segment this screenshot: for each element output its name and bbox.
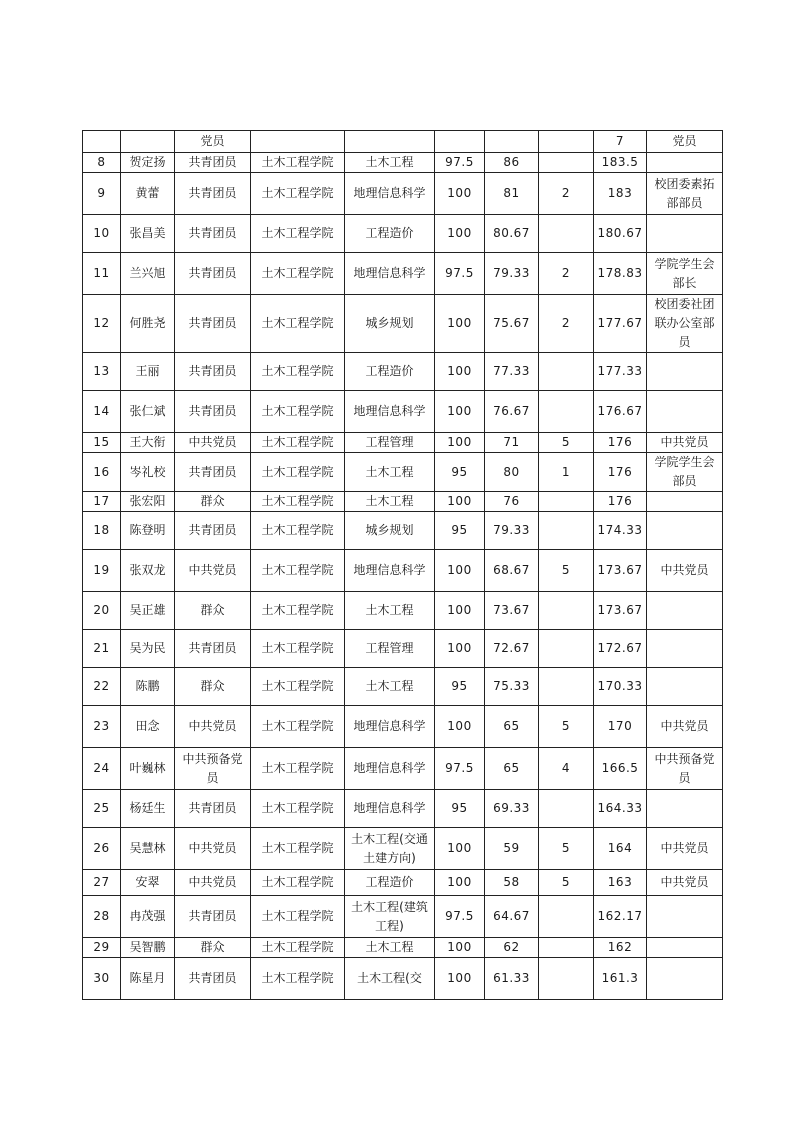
total-score-cell: 177.33 xyxy=(594,353,647,391)
remark-cell xyxy=(647,153,723,173)
score-1-cell: 97.5 xyxy=(435,153,485,173)
score-1-cell xyxy=(435,131,485,153)
college-cell: 土木工程学院 xyxy=(251,215,345,253)
score-2-cell: 71 xyxy=(485,433,539,453)
political-status-cell: 中共党员 xyxy=(175,433,251,453)
college-cell: 土木工程学院 xyxy=(251,295,345,353)
major-cell: 土木工程(建筑工程) xyxy=(345,896,435,938)
table-row xyxy=(83,828,723,870)
college-cell: 土木工程学院 xyxy=(251,828,345,870)
bonus-score-cell: 5 xyxy=(539,433,594,453)
table-row xyxy=(83,153,723,173)
political-status-cell: 共青团员 xyxy=(175,512,251,550)
bonus-score-cell: 2 xyxy=(539,173,594,215)
student-name-cell: 张昌美 xyxy=(121,215,175,253)
row-number-cell: 29 xyxy=(83,938,121,958)
row-number-cell: 24 xyxy=(83,748,121,790)
score-1-cell: 97.5 xyxy=(435,253,485,295)
total-score-cell: 183 xyxy=(594,173,647,215)
table-row xyxy=(83,131,723,153)
table-row xyxy=(83,896,723,938)
political-status-cell: 共青团员 xyxy=(175,173,251,215)
table-row xyxy=(83,433,723,453)
political-status-cell: 共青团员 xyxy=(175,295,251,353)
score-2-cell: 75.67 xyxy=(485,295,539,353)
score-1-cell: 97.5 xyxy=(435,896,485,938)
table-row xyxy=(83,512,723,550)
row-number-cell: 27 xyxy=(83,870,121,896)
row-number-cell: 20 xyxy=(83,592,121,630)
bonus-score-cell xyxy=(539,790,594,828)
major-cell: 土木工程 xyxy=(345,938,435,958)
total-score-cell: 172.67 xyxy=(594,630,647,668)
bonus-score-cell: 5 xyxy=(539,870,594,896)
student-name-cell: 张仁斌 xyxy=(121,391,175,433)
row-number-cell xyxy=(83,131,121,153)
major-cell: 地理信息科学 xyxy=(345,391,435,433)
student-name-cell: 冉茂强 xyxy=(121,896,175,938)
total-score-cell: 162.17 xyxy=(594,896,647,938)
total-score-cell: 166.5 xyxy=(594,748,647,790)
score-2-cell: 58 xyxy=(485,870,539,896)
score-2-cell: 76.67 xyxy=(485,391,539,433)
total-score-cell: 176 xyxy=(594,492,647,512)
table-row xyxy=(83,492,723,512)
remark-cell: 中共党员 xyxy=(647,433,723,453)
table-row xyxy=(83,215,723,253)
remark-cell: 党员 xyxy=(647,131,723,153)
total-score-cell: 180.67 xyxy=(594,215,647,253)
score-1-cell: 100 xyxy=(435,353,485,391)
total-score-cell: 163 xyxy=(594,870,647,896)
major-cell: 工程造价 xyxy=(345,870,435,896)
remark-cell: 中共党员 xyxy=(647,870,723,896)
score-2-cell: 79.33 xyxy=(485,253,539,295)
political-status-cell: 中共党员 xyxy=(175,550,251,592)
political-status-cell: 共青团员 xyxy=(175,391,251,433)
score-1-cell: 100 xyxy=(435,391,485,433)
major-cell xyxy=(345,131,435,153)
bonus-score-cell: 5 xyxy=(539,706,594,748)
student-name-cell: 黄蕾 xyxy=(121,173,175,215)
score-2-cell: 75.33 xyxy=(485,668,539,706)
college-cell: 土木工程学院 xyxy=(251,433,345,453)
table-row xyxy=(83,748,723,790)
major-cell: 城乡规划 xyxy=(345,512,435,550)
score-1-cell: 100 xyxy=(435,592,485,630)
remark-cell xyxy=(647,353,723,391)
major-cell: 地理信息科学 xyxy=(345,706,435,748)
total-score-cell: 176.67 xyxy=(594,391,647,433)
table-row xyxy=(83,173,723,215)
political-status-cell: 共青团员 xyxy=(175,790,251,828)
college-cell: 土木工程学院 xyxy=(251,958,345,1000)
student-name-cell: 兰兴旭 xyxy=(121,253,175,295)
score-2-cell: 80 xyxy=(485,453,539,492)
total-score-cell: 183.5 xyxy=(594,153,647,173)
bonus-score-cell xyxy=(539,938,594,958)
table-row xyxy=(83,630,723,668)
score-2-cell: 81 xyxy=(485,173,539,215)
student-name-cell: 叶巍林 xyxy=(121,748,175,790)
student-name-cell: 贺定扬 xyxy=(121,153,175,173)
score-1-cell: 100 xyxy=(435,828,485,870)
major-cell: 地理信息科学 xyxy=(345,253,435,295)
bonus-score-cell: 5 xyxy=(539,828,594,870)
college-cell: 土木工程学院 xyxy=(251,668,345,706)
bonus-score-cell: 1 xyxy=(539,453,594,492)
political-status-cell: 共青团员 xyxy=(175,453,251,492)
row-number-cell: 23 xyxy=(83,706,121,748)
remark-cell: 中共党员 xyxy=(647,828,723,870)
table-row xyxy=(83,453,723,492)
student-name-cell: 岑礼校 xyxy=(121,453,175,492)
political-status-cell: 共青团员 xyxy=(175,958,251,1000)
major-cell: 土木工程(交通土建方向) xyxy=(345,828,435,870)
bonus-score-cell xyxy=(539,896,594,938)
bonus-score-cell xyxy=(539,215,594,253)
remark-cell: 学院学生会部长 xyxy=(647,253,723,295)
major-cell: 工程管理 xyxy=(345,630,435,668)
remark-cell xyxy=(647,958,723,1000)
major-cell: 土木工程 xyxy=(345,453,435,492)
major-cell: 工程管理 xyxy=(345,433,435,453)
row-number-cell: 15 xyxy=(83,433,121,453)
row-number-cell: 8 xyxy=(83,153,121,173)
score-2-cell: 86 xyxy=(485,153,539,173)
remark-cell: 校团委社团联办公室部员 xyxy=(647,295,723,353)
row-number-cell: 12 xyxy=(83,295,121,353)
college-cell: 土木工程学院 xyxy=(251,512,345,550)
political-status-cell: 共青团员 xyxy=(175,215,251,253)
score-2-cell: 59 xyxy=(485,828,539,870)
major-cell: 地理信息科学 xyxy=(345,550,435,592)
student-name-cell: 田念 xyxy=(121,706,175,748)
score-2-cell: 61.33 xyxy=(485,958,539,1000)
score-1-cell: 100 xyxy=(435,173,485,215)
score-2-cell: 62 xyxy=(485,938,539,958)
major-cell: 地理信息科学 xyxy=(345,790,435,828)
college-cell: 土木工程学院 xyxy=(251,453,345,492)
score-2-cell: 77.33 xyxy=(485,353,539,391)
bonus-score-cell: 2 xyxy=(539,253,594,295)
score-2-cell: 68.67 xyxy=(485,550,539,592)
student-name-cell: 吴为民 xyxy=(121,630,175,668)
score-1-cell: 100 xyxy=(435,492,485,512)
row-number-cell: 30 xyxy=(83,958,121,1000)
table-row xyxy=(83,295,723,353)
major-cell: 土木工程 xyxy=(345,592,435,630)
student-name-cell xyxy=(121,131,175,153)
political-status-cell: 群众 xyxy=(175,592,251,630)
table-row xyxy=(83,790,723,828)
political-status-cell: 中共党员 xyxy=(175,828,251,870)
bonus-score-cell xyxy=(539,353,594,391)
score-1-cell: 100 xyxy=(435,630,485,668)
total-score-cell: 174.33 xyxy=(594,512,647,550)
college-cell: 土木工程学院 xyxy=(251,790,345,828)
political-status-cell: 共青团员 xyxy=(175,896,251,938)
remark-cell: 学院学生会部员 xyxy=(647,453,723,492)
political-status-cell: 党员 xyxy=(175,131,251,153)
total-score-cell: 170.33 xyxy=(594,668,647,706)
college-cell: 土木工程学院 xyxy=(251,253,345,295)
student-name-cell: 陈鹏 xyxy=(121,668,175,706)
bonus-score-cell xyxy=(539,492,594,512)
total-score-cell: 161.3 xyxy=(594,958,647,1000)
table-row xyxy=(83,592,723,630)
score-1-cell: 100 xyxy=(435,870,485,896)
college-cell: 土木工程学院 xyxy=(251,870,345,896)
college-cell: 土木工程学院 xyxy=(251,938,345,958)
remark-cell xyxy=(647,391,723,433)
score-2-cell xyxy=(485,131,539,153)
table-row xyxy=(83,353,723,391)
remark-cell xyxy=(647,592,723,630)
remark-cell xyxy=(647,790,723,828)
remark-cell: 校团委素拓部部员 xyxy=(647,173,723,215)
major-cell: 土木工程(交 xyxy=(345,958,435,1000)
row-number-cell: 13 xyxy=(83,353,121,391)
major-cell: 工程造价 xyxy=(345,353,435,391)
political-status-cell: 共青团员 xyxy=(175,630,251,668)
score-1-cell: 100 xyxy=(435,433,485,453)
table-row xyxy=(83,550,723,592)
remark-cell xyxy=(647,896,723,938)
row-number-cell: 9 xyxy=(83,173,121,215)
total-score-cell: 7 xyxy=(594,131,647,153)
student-name-cell: 吴慧林 xyxy=(121,828,175,870)
total-score-cell: 173.67 xyxy=(594,592,647,630)
major-cell: 工程造价 xyxy=(345,215,435,253)
bonus-score-cell: 2 xyxy=(539,295,594,353)
row-number-cell: 14 xyxy=(83,391,121,433)
score-2-cell: 69.33 xyxy=(485,790,539,828)
political-status-cell: 中共预备党员 xyxy=(175,748,251,790)
political-status-cell: 中共党员 xyxy=(175,706,251,748)
score-1-cell: 95 xyxy=(435,790,485,828)
total-score-cell: 164 xyxy=(594,828,647,870)
political-status-cell: 共青团员 xyxy=(175,253,251,295)
student-name-cell: 安翠 xyxy=(121,870,175,896)
remark-cell xyxy=(647,492,723,512)
total-score-cell: 176 xyxy=(594,433,647,453)
student-name-cell: 张双龙 xyxy=(121,550,175,592)
row-number-cell: 26 xyxy=(83,828,121,870)
table-row xyxy=(83,391,723,433)
score-1-cell: 100 xyxy=(435,295,485,353)
score-1-cell: 95 xyxy=(435,668,485,706)
college-cell: 土木工程学院 xyxy=(251,592,345,630)
college-cell: 土木工程学院 xyxy=(251,492,345,512)
student-name-cell: 吴智鹏 xyxy=(121,938,175,958)
table-row xyxy=(83,870,723,896)
major-cell: 土木工程 xyxy=(345,668,435,706)
college-cell: 土木工程学院 xyxy=(251,173,345,215)
student-name-cell: 陈登明 xyxy=(121,512,175,550)
college-cell: 土木工程学院 xyxy=(251,353,345,391)
table-row xyxy=(83,958,723,1000)
remark-cell: 中共党员 xyxy=(647,550,723,592)
total-score-cell: 164.33 xyxy=(594,790,647,828)
remark-cell xyxy=(647,215,723,253)
row-number-cell: 21 xyxy=(83,630,121,668)
score-1-cell: 100 xyxy=(435,938,485,958)
score-1-cell: 100 xyxy=(435,215,485,253)
major-cell: 地理信息科学 xyxy=(345,748,435,790)
row-number-cell: 28 xyxy=(83,896,121,938)
row-number-cell: 11 xyxy=(83,253,121,295)
ranking-table xyxy=(82,130,723,1000)
score-2-cell: 64.67 xyxy=(485,896,539,938)
major-cell: 城乡规划 xyxy=(345,295,435,353)
bonus-score-cell xyxy=(539,153,594,173)
score-1-cell: 95 xyxy=(435,512,485,550)
total-score-cell: 162 xyxy=(594,938,647,958)
student-name-cell: 陈星月 xyxy=(121,958,175,1000)
row-number-cell: 18 xyxy=(83,512,121,550)
major-cell: 土木工程 xyxy=(345,153,435,173)
remark-cell xyxy=(647,668,723,706)
row-number-cell: 22 xyxy=(83,668,121,706)
bonus-score-cell xyxy=(539,592,594,630)
row-number-cell: 10 xyxy=(83,215,121,253)
college-cell: 土木工程学院 xyxy=(251,748,345,790)
row-number-cell: 16 xyxy=(83,453,121,492)
score-2-cell: 73.67 xyxy=(485,592,539,630)
political-status-cell: 群众 xyxy=(175,668,251,706)
score-1-cell: 97.5 xyxy=(435,748,485,790)
row-number-cell: 17 xyxy=(83,492,121,512)
score-1-cell: 100 xyxy=(435,706,485,748)
total-score-cell: 170 xyxy=(594,706,647,748)
remark-cell xyxy=(647,938,723,958)
major-cell: 土木工程 xyxy=(345,492,435,512)
table-row xyxy=(83,253,723,295)
table-row xyxy=(83,938,723,958)
bonus-score-cell xyxy=(539,668,594,706)
score-1-cell: 100 xyxy=(435,550,485,592)
remark-cell xyxy=(647,512,723,550)
student-name-cell: 吴正雄 xyxy=(121,592,175,630)
political-status-cell: 中共党员 xyxy=(175,870,251,896)
college-cell: 土木工程学院 xyxy=(251,630,345,668)
college-cell: 土木工程学院 xyxy=(251,706,345,748)
table-row xyxy=(83,706,723,748)
bonus-score-cell xyxy=(539,512,594,550)
total-score-cell: 177.67 xyxy=(594,295,647,353)
major-cell: 地理信息科学 xyxy=(345,173,435,215)
college-cell: 土木工程学院 xyxy=(251,896,345,938)
row-number-cell: 25 xyxy=(83,790,121,828)
student-name-cell: 王大衔 xyxy=(121,433,175,453)
bonus-score-cell xyxy=(539,391,594,433)
remark-cell: 中共预备党员 xyxy=(647,748,723,790)
college-cell: 土木工程学院 xyxy=(251,153,345,173)
bonus-score-cell xyxy=(539,131,594,153)
bonus-score-cell xyxy=(539,958,594,1000)
table-body xyxy=(83,131,723,1000)
score-2-cell: 76 xyxy=(485,492,539,512)
total-score-cell: 176 xyxy=(594,453,647,492)
score-1-cell: 95 xyxy=(435,453,485,492)
total-score-cell: 178.83 xyxy=(594,253,647,295)
student-name-cell: 杨廷生 xyxy=(121,790,175,828)
college-cell xyxy=(251,131,345,153)
score-2-cell: 79.33 xyxy=(485,512,539,550)
score-2-cell: 65 xyxy=(485,706,539,748)
score-2-cell: 65 xyxy=(485,748,539,790)
remark-cell xyxy=(647,630,723,668)
political-status-cell: 群众 xyxy=(175,938,251,958)
bonus-score-cell xyxy=(539,630,594,668)
score-2-cell: 72.67 xyxy=(485,630,539,668)
political-status-cell: 共青团员 xyxy=(175,153,251,173)
college-cell: 土木工程学院 xyxy=(251,550,345,592)
student-name-cell: 何胜尧 xyxy=(121,295,175,353)
college-cell: 土木工程学院 xyxy=(251,391,345,433)
score-1-cell: 100 xyxy=(435,958,485,1000)
bonus-score-cell: 5 xyxy=(539,550,594,592)
table-row xyxy=(83,668,723,706)
row-number-cell: 19 xyxy=(83,550,121,592)
score-2-cell: 80.67 xyxy=(485,215,539,253)
political-status-cell: 群众 xyxy=(175,492,251,512)
student-name-cell: 王丽 xyxy=(121,353,175,391)
remark-cell: 中共党员 xyxy=(647,706,723,748)
total-score-cell: 173.67 xyxy=(594,550,647,592)
bonus-score-cell: 4 xyxy=(539,748,594,790)
student-name-cell: 张宏阳 xyxy=(121,492,175,512)
political-status-cell: 共青团员 xyxy=(175,353,251,391)
